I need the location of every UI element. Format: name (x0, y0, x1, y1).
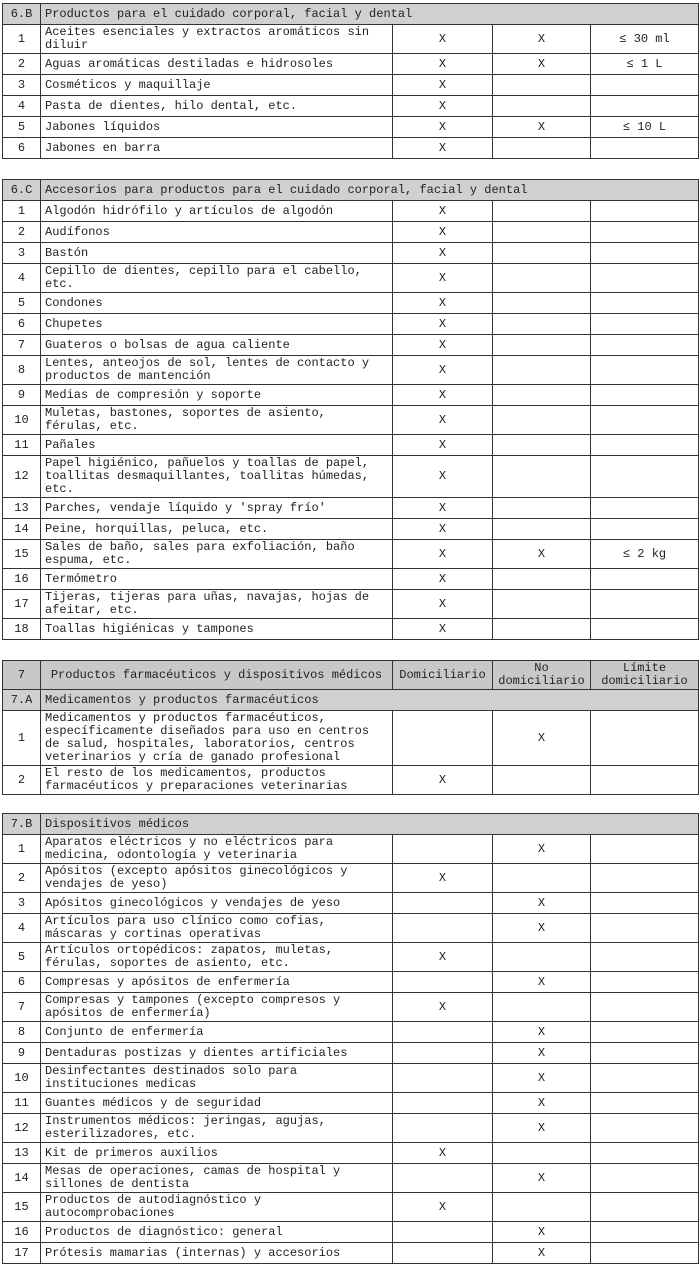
domiciliario-cell: X (393, 993, 493, 1022)
row-number: 11 (3, 435, 41, 456)
section-title: Dispositivos médicos (41, 814, 699, 835)
row-number: 9 (3, 1043, 41, 1064)
section-header-row (3, 180, 699, 201)
no-domiciliario-cell: X (493, 711, 591, 766)
no-domiciliario-cell (493, 406, 591, 435)
limite-cell (591, 243, 699, 264)
domiciliario-cell (393, 972, 493, 993)
section-6c (2, 179, 698, 640)
no-domiciliario-cell (493, 766, 591, 795)
limite-cell (591, 1114, 699, 1143)
domiciliario-cell (393, 1222, 493, 1243)
section-id: 6.B (3, 4, 41, 25)
table-row (3, 1093, 699, 1114)
domiciliario-cell: X (393, 138, 493, 159)
limite-cell (591, 293, 699, 314)
section-header-row (3, 814, 699, 835)
table-row (3, 356, 699, 385)
section-header-row (3, 4, 699, 25)
row-number: 8 (3, 1022, 41, 1043)
domiciliario-cell (393, 914, 493, 943)
row-number: 12 (3, 456, 41, 498)
row-number: 14 (3, 1164, 41, 1193)
no-domiciliario-cell (493, 335, 591, 356)
no-domiciliario-cell: X (493, 1164, 591, 1193)
table-row (3, 435, 699, 456)
table-row (3, 835, 699, 864)
row-description: Prótesis mamarias (internas) y accesorios (41, 1243, 393, 1264)
domiciliario-cell (393, 893, 493, 914)
products-table (2, 3, 699, 159)
limite-cell (591, 1064, 699, 1093)
no-domiciliario-cell (493, 993, 591, 1022)
domiciliario-cell: X (393, 293, 493, 314)
limite-cell (591, 1222, 699, 1243)
row-description: Guateros o bolsas de agua caliente (41, 335, 393, 356)
no-domiciliario-cell (493, 435, 591, 456)
limite-cell: ≤ 2 kg (591, 540, 699, 569)
no-domiciliario-cell (493, 264, 591, 293)
no-domiciliario-cell: X (493, 1222, 591, 1243)
no-domiciliario-cell (493, 1193, 591, 1222)
limite-cell (591, 1164, 699, 1193)
table-row (3, 201, 699, 222)
table-row (3, 893, 699, 914)
section-id: 7.A (3, 690, 41, 711)
limite-cell (591, 972, 699, 993)
limite-cell (591, 619, 699, 640)
limite-cell (591, 435, 699, 456)
table-row (3, 138, 699, 159)
no-domiciliario-cell: X (493, 1043, 591, 1064)
row-description: Sales de baño, sales para exfoliación, baño espuma, etc. (41, 540, 393, 569)
row-description: Bastón (41, 243, 393, 264)
row-number: 13 (3, 1143, 41, 1164)
no-domiciliario-cell (493, 569, 591, 590)
no-domiciliario-cell: X (493, 914, 591, 943)
header-domiciliario: Domiciliario (393, 661, 493, 690)
row-number: 2 (3, 766, 41, 795)
row-description: Pañales (41, 435, 393, 456)
row-number: 16 (3, 1222, 41, 1243)
limite-cell: ≤ 10 L (591, 117, 699, 138)
section-id: 7.B (3, 814, 41, 835)
domiciliario-cell: X (393, 766, 493, 795)
section-title: Medicamentos y productos farmacéuticos (41, 690, 699, 711)
row-number: 15 (3, 1193, 41, 1222)
section-7a (2, 660, 698, 795)
row-description: Papel higiénico, pañuelos y toallas de papel, toallitas desmaquillantes, toallitas húmedas, etc. (41, 456, 393, 498)
domiciliario-cell: X (393, 243, 493, 264)
table-row (3, 117, 699, 138)
row-description: Artículos para uso clínico como cofias, máscaras y cortinas operativas (41, 914, 393, 943)
domiciliario-cell: X (393, 406, 493, 435)
row-number: 17 (3, 1243, 41, 1264)
domiciliario-cell (393, 1243, 493, 1264)
table-row (3, 54, 699, 75)
domiciliario-cell: X (393, 222, 493, 243)
no-domiciliario-cell (493, 619, 591, 640)
row-description: Algodón hidrófilo y artículos de algodón (41, 201, 393, 222)
domiciliario-cell: X (393, 590, 493, 619)
no-domiciliario-cell (493, 864, 591, 893)
row-description: Artículos ortopédicos: zapatos, muletas, férulas, soportes de asiento, etc. (41, 943, 393, 972)
section-title: Accesorios para productos para el cuidado corporal, facial y dental (41, 180, 699, 201)
row-description: Compresas y apósitos de enfermería (41, 972, 393, 993)
row-description: Desinfectantes destinados solo para instituciones medicas (41, 1064, 393, 1093)
domiciliario-cell: X (393, 117, 493, 138)
domiciliario-cell: X (393, 498, 493, 519)
table-row (3, 314, 699, 335)
domiciliario-cell: X (393, 54, 493, 75)
row-number: 10 (3, 1064, 41, 1093)
row-number: 15 (3, 540, 41, 569)
section-7b (2, 813, 698, 1264)
limite-cell (591, 264, 699, 293)
domiciliario-cell (393, 1093, 493, 1114)
limite-cell (591, 766, 699, 795)
row-number: 12 (3, 1114, 41, 1143)
section-header-row (3, 690, 699, 711)
products-table (2, 179, 699, 640)
row-number: 6 (3, 972, 41, 993)
domiciliario-cell: X (393, 264, 493, 293)
domiciliario-cell (393, 1164, 493, 1193)
limite-cell: ≤ 30 ml (591, 25, 699, 54)
domiciliario-cell: X (393, 25, 493, 54)
limite-cell (591, 993, 699, 1022)
no-domiciliario-cell (493, 314, 591, 335)
no-domiciliario-cell (493, 293, 591, 314)
domiciliario-cell: X (393, 385, 493, 406)
domiciliario-cell: X (393, 540, 493, 569)
row-number: 6 (3, 314, 41, 335)
domiciliario-cell (393, 711, 493, 766)
no-domiciliario-cell: X (493, 1064, 591, 1093)
limite-cell (591, 96, 699, 117)
limite-cell (591, 1243, 699, 1264)
row-number: 1 (3, 835, 41, 864)
no-domiciliario-cell: X (493, 117, 591, 138)
no-domiciliario-cell (493, 498, 591, 519)
limite-cell (591, 456, 699, 498)
header-limite: Límite domiciliario (591, 661, 699, 690)
domiciliario-cell: X (393, 314, 493, 335)
domiciliario-cell: X (393, 1143, 493, 1164)
table-row (3, 406, 699, 435)
row-number: 13 (3, 498, 41, 519)
no-domiciliario-cell: X (493, 54, 591, 75)
no-domiciliario-cell: X (493, 893, 591, 914)
domiciliario-cell: X (393, 619, 493, 640)
table-row (3, 540, 699, 569)
column-header-row (3, 661, 699, 690)
row-number: 6 (3, 138, 41, 159)
row-description: Conjunto de enfermería (41, 1022, 393, 1043)
no-domiciliario-cell (493, 943, 591, 972)
row-description: Lentes, anteojos de sol, lentes de contacto y productos de mantención (41, 356, 393, 385)
row-description: Productos de autodiagnóstico y autocomprobaciones (41, 1193, 393, 1222)
no-domiciliario-cell: X (493, 835, 591, 864)
no-domiciliario-cell: X (493, 1243, 591, 1264)
domiciliario-cell: X (393, 456, 493, 498)
limite-cell (591, 569, 699, 590)
row-number: 17 (3, 590, 41, 619)
no-domiciliario-cell: X (493, 1114, 591, 1143)
row-number: 3 (3, 243, 41, 264)
domiciliario-cell (393, 1064, 493, 1093)
no-domiciliario-cell (493, 75, 591, 96)
table-row (3, 864, 699, 893)
row-number: 1 (3, 25, 41, 54)
domiciliario-cell: X (393, 864, 493, 893)
domiciliario-cell: X (393, 1193, 493, 1222)
row-description: Medicamentos y productos farmacéuticos, específicamente diseñados para uso en centros de salud, hospitales, laboratorios, centros veterinarios y cría de ganado profesional (41, 711, 393, 766)
domiciliario-cell (393, 1022, 493, 1043)
table-row (3, 1222, 699, 1243)
row-number: 3 (3, 893, 41, 914)
limite-cell (591, 75, 699, 96)
row-number: 5 (3, 943, 41, 972)
no-domiciliario-cell (493, 138, 591, 159)
table-row (3, 335, 699, 356)
table-row (3, 75, 699, 96)
limite-cell: ≤ 1 L (591, 54, 699, 75)
domiciliario-cell (393, 835, 493, 864)
table-row (3, 456, 699, 498)
domiciliario-cell: X (393, 335, 493, 356)
no-domiciliario-cell (493, 243, 591, 264)
limite-cell (591, 498, 699, 519)
row-number: 9 (3, 385, 41, 406)
domiciliario-cell: X (393, 435, 493, 456)
domiciliario-cell (393, 1114, 493, 1143)
no-domiciliario-cell: X (493, 1022, 591, 1043)
no-domiciliario-cell: X (493, 540, 591, 569)
limite-cell (591, 1193, 699, 1222)
row-description: Cosméticos y maquillaje (41, 75, 393, 96)
row-description: Audífonos (41, 222, 393, 243)
table-row (3, 914, 699, 943)
section-6b (2, 0, 698, 159)
row-number: 11 (3, 1093, 41, 1114)
table-row (3, 711, 699, 766)
table-row (3, 1043, 699, 1064)
row-number: 7 (3, 993, 41, 1022)
row-number: 18 (3, 619, 41, 640)
row-number: 4 (3, 914, 41, 943)
table-row (3, 222, 699, 243)
limite-cell (591, 893, 699, 914)
row-description: Parches, vendaje líquido y 'spray frío' (41, 498, 393, 519)
limite-cell (591, 314, 699, 335)
row-description: Mesas de operaciones, camas de hospital y sillones de dentista (41, 1164, 393, 1193)
table-row (3, 619, 699, 640)
row-number: 10 (3, 406, 41, 435)
limite-cell (591, 1143, 699, 1164)
row-description: Apósitos ginecológicos y vendajes de yeso (41, 893, 393, 914)
row-number: 16 (3, 569, 41, 590)
table-row (3, 293, 699, 314)
row-description: Jabones líquidos (41, 117, 393, 138)
row-number: 2 (3, 222, 41, 243)
row-description: Peine, horquillas, peluca, etc. (41, 519, 393, 540)
table-row (3, 569, 699, 590)
table-row (3, 519, 699, 540)
limite-cell (591, 943, 699, 972)
no-domiciliario-cell (493, 456, 591, 498)
row-description: Chupetes (41, 314, 393, 335)
no-domiciliario-cell (493, 222, 591, 243)
table-row (3, 243, 699, 264)
no-domiciliario-cell (493, 356, 591, 385)
table-row (3, 766, 699, 795)
row-description: Productos de diagnóstico: general (41, 1222, 393, 1243)
table-row (3, 943, 699, 972)
row-number: 14 (3, 519, 41, 540)
products-table (2, 660, 699, 795)
limite-cell (591, 356, 699, 385)
no-domiciliario-cell: X (493, 972, 591, 993)
row-description: Aguas aromáticas destiladas e hidrosoles (41, 54, 393, 75)
table-row (3, 25, 699, 54)
row-description: El resto de los medicamentos, productos farmacéuticos y preparaciones veterinarias (41, 766, 393, 795)
domiciliario-cell: X (393, 569, 493, 590)
limite-cell (591, 1093, 699, 1114)
domiciliario-cell: X (393, 201, 493, 222)
limite-cell (591, 590, 699, 619)
domiciliario-cell (393, 1043, 493, 1064)
limite-cell (591, 1022, 699, 1043)
table-row (3, 1022, 699, 1043)
row-description: Muletas, bastones, soportes de asiento, férulas, etc. (41, 406, 393, 435)
row-number: 2 (3, 864, 41, 893)
table-row (3, 1193, 699, 1222)
domiciliario-cell: X (393, 519, 493, 540)
limite-cell (591, 385, 699, 406)
row-number: 1 (3, 201, 41, 222)
header-no-domiciliario: No domiciliario (493, 661, 591, 690)
no-domiciliario-cell: X (493, 1093, 591, 1114)
row-description: Aparatos eléctricos y no eléctricos para medicina, odontología y veterinaria (41, 835, 393, 864)
limite-cell (591, 835, 699, 864)
header-number: 7 (3, 661, 41, 690)
no-domiciliario-cell (493, 385, 591, 406)
no-domiciliario-cell (493, 96, 591, 117)
limite-cell (591, 864, 699, 893)
no-domiciliario-cell: X (493, 25, 591, 54)
row-number: 3 (3, 75, 41, 96)
no-domiciliario-cell (493, 590, 591, 619)
section-id: 6.C (3, 180, 41, 201)
no-domiciliario-cell (493, 1143, 591, 1164)
header-description: Productos farmacéuticos y dispositivos médicos (41, 661, 393, 690)
row-description: Instrumentos médicos: jeringas, agujas, esterilizadores, etc. (41, 1114, 393, 1143)
row-number: 2 (3, 54, 41, 75)
limite-cell (591, 138, 699, 159)
section-title: Productos para el cuidado corporal, facial y dental (41, 4, 699, 25)
products-table (2, 813, 699, 1264)
row-description: Guantes médicos y de seguridad (41, 1093, 393, 1114)
row-number: 1 (3, 711, 41, 766)
row-description: Toallas higiénicas y tampones (41, 619, 393, 640)
table-row (3, 590, 699, 619)
domiciliario-cell: X (393, 96, 493, 117)
domiciliario-cell: X (393, 356, 493, 385)
row-number: 5 (3, 293, 41, 314)
row-number: 8 (3, 356, 41, 385)
row-description: Apósitos (excepto apósitos ginecológicos y vendajes de yeso) (41, 864, 393, 893)
row-description: Medias de compresión y soporte (41, 385, 393, 406)
table-row (3, 385, 699, 406)
row-number: 4 (3, 264, 41, 293)
table-row (3, 1243, 699, 1264)
row-description: Cepillo de dientes, cepillo para el cabello, etc. (41, 264, 393, 293)
limite-cell (591, 335, 699, 356)
row-description: Pasta de dientes, hilo dental, etc. (41, 96, 393, 117)
limite-cell (591, 519, 699, 540)
table-row (3, 498, 699, 519)
limite-cell (591, 406, 699, 435)
table-row (3, 1064, 699, 1093)
row-number: 5 (3, 117, 41, 138)
row-description: Tijeras, tijeras para uñas, navajas, hojas de afeitar, etc. (41, 590, 393, 619)
row-description: Dentaduras postizas y dientes artificiales (41, 1043, 393, 1064)
row-number: 7 (3, 335, 41, 356)
no-domiciliario-cell (493, 201, 591, 222)
table-row (3, 1164, 699, 1193)
row-description: Jabones en barra (41, 138, 393, 159)
table-row (3, 96, 699, 117)
domiciliario-cell: X (393, 943, 493, 972)
limite-cell (591, 914, 699, 943)
table-row (3, 1114, 699, 1143)
table-row (3, 264, 699, 293)
row-number: 4 (3, 96, 41, 117)
table-row (3, 1143, 699, 1164)
table-row (3, 993, 699, 1022)
table-row (3, 972, 699, 993)
row-description: Compresas y tampones (excepto compresos y apósitos de enfermería) (41, 993, 393, 1022)
row-description: Aceites esenciales y extractos aromáticos sin diluir (41, 25, 393, 54)
row-description: Termómetro (41, 569, 393, 590)
no-domiciliario-cell (493, 519, 591, 540)
limite-cell (591, 1043, 699, 1064)
limite-cell (591, 201, 699, 222)
limite-cell (591, 711, 699, 766)
domiciliario-cell: X (393, 75, 493, 96)
limite-cell (591, 222, 699, 243)
row-description: Condones (41, 293, 393, 314)
row-description: Kit de primeros auxilios (41, 1143, 393, 1164)
